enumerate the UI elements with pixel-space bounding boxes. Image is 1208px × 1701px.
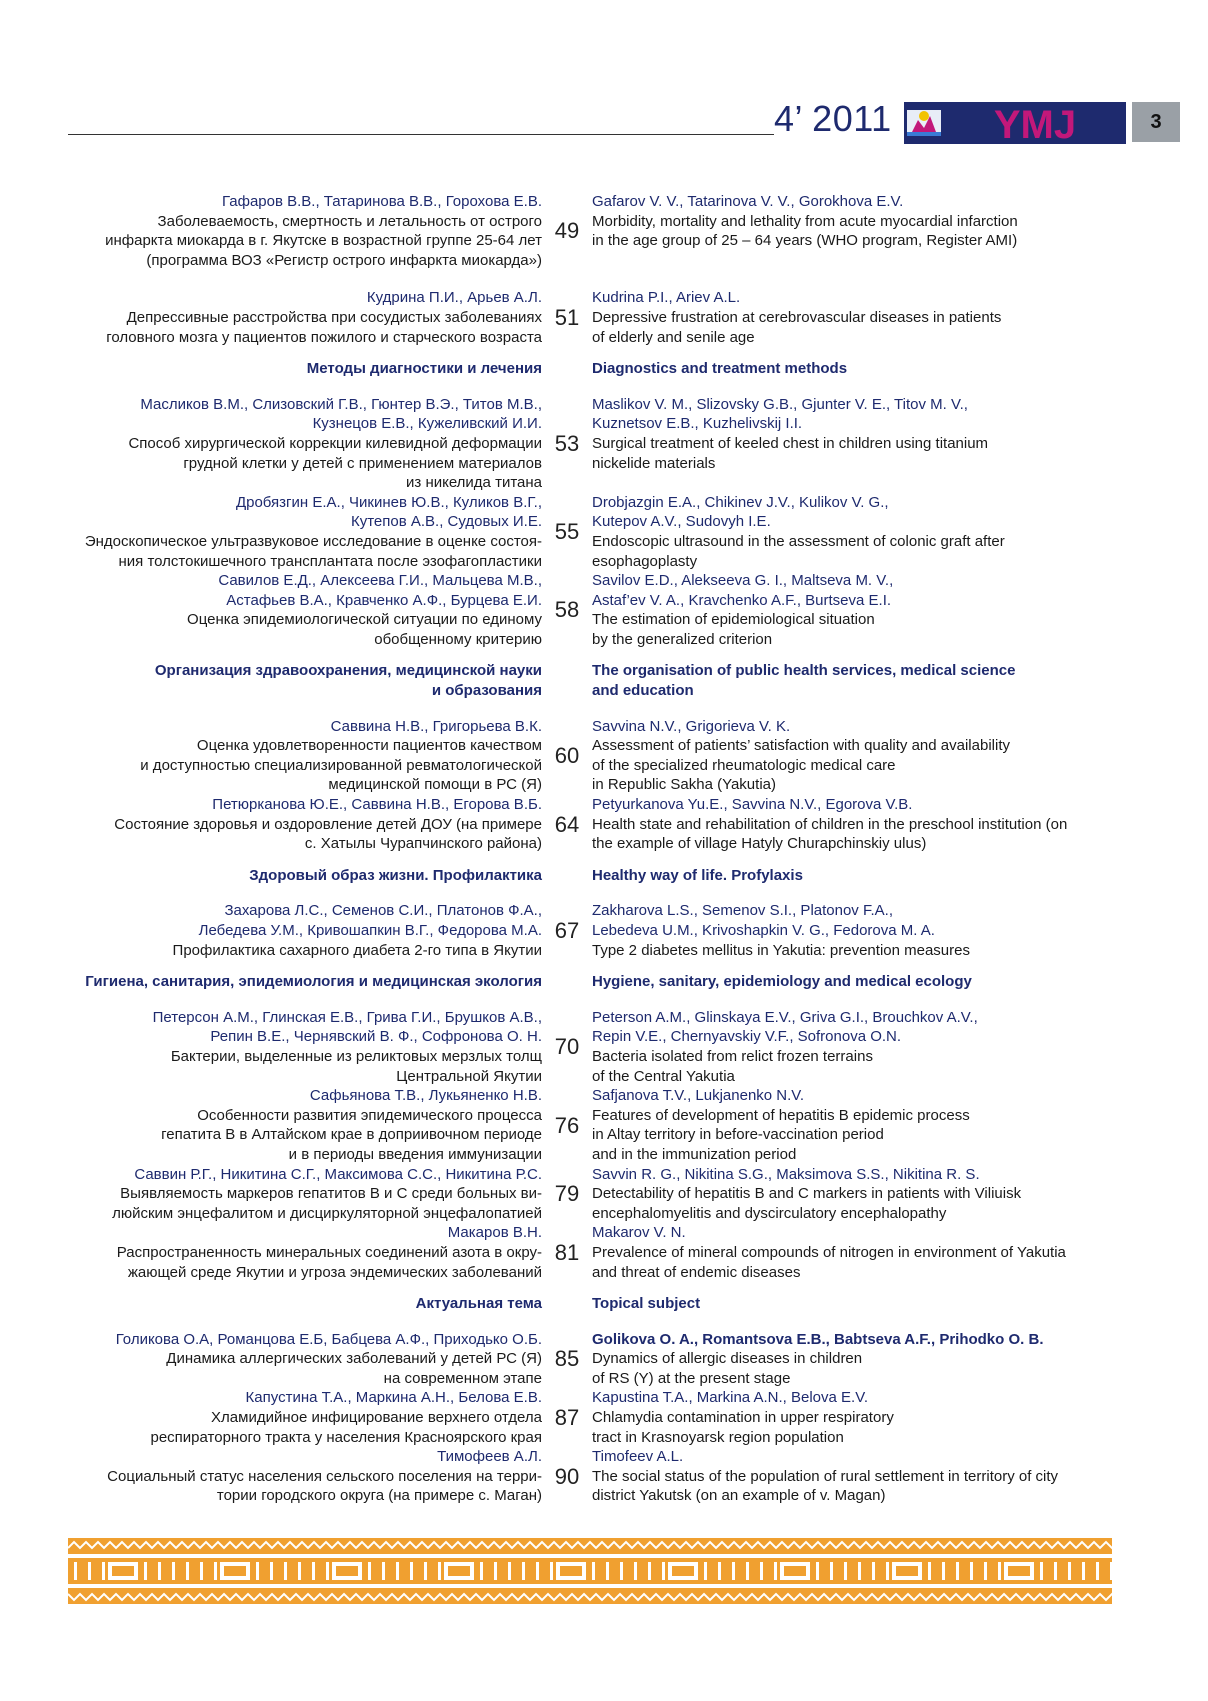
title-line: респираторного тракта у населения Красноярского края [150,1428,542,1446]
title-line: инфаркта миокарда в г. Якутске в возрастной группе 25-64 лет [105,232,542,250]
section-title-en [592,972,1112,992]
toc-entry [68,1223,1112,1282]
title-line: Features of development of hepatitis B epidemic process [592,1106,970,1124]
entry-ru [68,493,542,571]
title-line: of RS (Y) at the present stage [592,1369,791,1387]
title-line [592,473,1112,493]
issue-number: 4’ 2011 [774,98,892,139]
title-line: Diagnostics and treatment methods [592,360,848,378]
title-line: на современном этапе [383,1369,542,1387]
section-title-en [592,359,1112,379]
page-ref[interactable]: 90 [554,1463,580,1489]
section-heading [68,1294,1112,1314]
title-line: Endoscopic ultrasound in the assessment of colonic graft after [592,532,1005,550]
page-ref[interactable]: 51 [554,304,580,330]
entry-en [592,192,1112,270]
title-line: in the age group of 25 – 64 years (WHO program, Register AMI) [592,232,1018,250]
title-line: Surgical treatment of keeled chest in children using titanium [592,434,989,452]
entry-ru [68,1008,542,1086]
author-line: Timofeev A.L. [592,1448,684,1466]
title-line: the example of village Hatyly Churapchinskiy ulus) [592,835,927,853]
page-header [68,96,1162,146]
entry-ru [68,795,542,854]
title-line: by the generalized criterion [592,630,773,648]
toc-entry [68,1165,1112,1224]
title-line: in Altay territory in before-vaccination period [592,1126,884,1144]
title-line: The social status of the population of rural settlement in territory of city [592,1467,1059,1485]
title-line: Выявляемость маркеров гепатитов В и С среди больных ви- [120,1185,542,1203]
author-line: Astaf’ev V. A., Kravchenko A.F., Burtseva E.I. [592,591,892,609]
entry-en [592,1330,1112,1389]
page-ref[interactable]: 70 [554,1034,580,1060]
author-line: Сафьянова Т.В., Лукьяненко Н.В. [309,1087,542,1105]
entry-ru [68,1388,542,1447]
page-ref[interactable]: 53 [554,430,580,456]
title-line: тории городского округа (на примере с. Маган) [216,1487,542,1505]
author-line: Savvin R. G., Nikitina S.G., Maksimova S.S., Nikitina R. S. [592,1165,980,1183]
author-line: Lebedeva U.M., Krivoshapkin V. G., Fedorova M. A. [592,922,935,939]
title-line: encephalomyelitis and dyscirculatory encephalopathy [592,1204,947,1222]
section-title-en [592,1294,1112,1314]
title-line: Центральной Якутии [396,1067,542,1085]
title-line: esophagoplasty [592,552,698,570]
entry-ru [68,1165,542,1224]
page-ref[interactable]: 87 [554,1405,580,1431]
title-line: and in the immunization period [592,1145,797,1163]
author-line: Гафаров В.В., Татаринова В.В., Горохова Е.В. [222,193,542,210]
title-line: The organisation of public health services, medical science [592,662,1016,680]
title-line: медицинской помощи в РС (Я) [328,776,542,794]
title-line: Способ хирургической коррекции килевидной деформации [128,434,542,452]
author-line: Дробязгин Е.А., Чикинев Ю.В., Куликов В.Г., [235,493,542,511]
title-line: Healthy way of life. Profylaxis [592,866,803,884]
entry-en [592,795,1112,854]
section-heading [68,866,1112,886]
section-heading [68,972,1112,992]
entry-ru [68,717,542,795]
author-line: Астафьев В.А., Кравченко А.Ф., Бурцева Е.И. [226,591,542,609]
entry-en [592,1165,1112,1224]
toc-entry [68,571,1112,649]
entry-ru [68,901,542,960]
page-ref[interactable]: 58 [554,597,580,623]
toc-entry [68,395,1112,493]
author-line: Kuznetsov E.B., Kuzhelivskij I.I. [592,415,803,433]
entry-ru [68,288,542,347]
entry-ru [68,571,542,649]
entry-en [592,571,1112,649]
title-line [592,251,1112,271]
title-line: of the specialized rheumatologic medical care [592,756,896,774]
title-line: и доступностью специализированной ревматологической [140,756,542,774]
author-line: Golikova O. A., Romantsova E.B., Babtseva A.F., Prihodko O. B. [592,1330,1044,1348]
header-rule [68,134,774,135]
author-line: Safjanova T.V., Lukjanenko N.V. [592,1087,805,1105]
entry-en [592,1388,1112,1447]
entry-en [592,1086,1112,1164]
title-line: Type 2 diabetes mellitus in Yakutia: prevention measures [592,941,970,959]
section-title-ru [68,866,542,886]
entry-en [592,493,1112,571]
author-line: Кутепов А.В., Судовых И.Е. [350,513,542,531]
title-line: and threat of endemic diseases [592,1263,801,1281]
title-line: Особенности развития эпидемического процесса [197,1106,542,1124]
title-line: Dynamics of allergic diseases in children [592,1350,863,1368]
page-ref[interactable]: 76 [554,1112,580,1138]
title-line: обобщенному критерию [374,630,542,648]
section-title-en [592,866,1112,886]
title-line: tract in Krasnoyarsk region population [592,1428,844,1446]
entry-en [592,1223,1112,1282]
entry-en [592,395,1112,493]
title-line: Состояние здоровья и оздоровление детей ДОУ (на примере [114,815,542,833]
section-title-ru [68,972,542,992]
title-line: Detectability of hepatitis B and C markers in patients with Viliuisk [592,1185,1022,1203]
author-line: Савилов Е.Д., Алексеева Г.И., Мальцева М.В., [218,572,542,590]
title-line: Depressive frustration at cerebrovascular diseases in patients [592,308,1002,326]
section-title-en [592,661,1112,700]
author-line: Кузнецов Е.В., Кужеливский И.И. [312,415,542,433]
section-title-ru [68,1294,542,1314]
title-line: (программа ВОЗ «Регистр острого инфаркта миокарда») [146,251,542,269]
author-line: Drobjazgin E.A., Chikinev J.V., Kulikov V. G., [592,493,889,511]
page-ref[interactable]: 67 [554,918,580,943]
title-line: Оценка удовлетворенности пациентов качеством [196,737,542,755]
author-line: Kudrina P.I., Ariev A.L. [592,289,741,307]
title-line: Актуальная тема [415,1295,542,1313]
title-line: ния толстокишечного трансплантата после эзофагопластики [118,552,542,570]
entry-ru [68,1447,542,1506]
entry-ru [68,1330,542,1389]
title-line: Профилактика сахарного диабета 2-го типа в Якутии [172,941,542,959]
title-line: из никелида титана [406,474,542,492]
section-title-ru [68,359,542,379]
title-line: of the Central Yakutia [592,1067,735,1085]
author-line: Petyurkanova Yu.E., Savvina N.V., Egorova V.B. [592,796,913,814]
page-ref[interactable]: 49 [554,218,580,244]
entry-ru [68,192,542,270]
title-line: of elderly and senile age [592,328,755,346]
author-line: Петюрканова Ю.Е., Саввина Н.В., Егорова В.Б. [212,796,542,814]
author-line: Zakharova L.S., Semenov S.I., Platonov F.A., [592,902,893,920]
page-ref[interactable]: 64 [554,811,580,837]
author-line: Savvina N.V., Grigorieva V. K. [592,717,791,735]
toc-entry [68,288,1112,347]
title-line: district Yakutsk (on an example of v. Magan) [592,1487,886,1505]
author-line: Репин В.Е., Чернявский В. Ф., Софронова О. Н. [210,1028,542,1046]
author-line: Голикова О.А, Романцова Е.Б, Бабцева А.Ф., Приходько О.Б. [115,1330,542,1348]
title-line: грудной клетки у детей с применением материалов [183,454,542,472]
author-line: Саввин Р.Г., Никитина С.Г., Максимова С.С., Никитина Р.С. [134,1165,542,1183]
page-ref[interactable]: 85 [554,1346,580,1372]
title-line: Хламидийное инфицирование верхнего отдела [211,1409,542,1427]
author-line: Саввина Н.В., Григорьева В.К. [330,717,542,735]
section-heading [68,359,1112,379]
entry-en [592,717,1112,795]
toc-entry [68,1388,1112,1447]
title-line: and education [592,682,694,700]
title-line: Динамика аллергических заболеваний у детей РС (Я) [166,1350,542,1368]
title-line: Здоровый образ жизни. Профилактика [249,866,542,884]
entry-en [592,288,1112,347]
title-line: Morbidity, mortality and lethality from acute myocardial infarction [592,212,1018,230]
title-line: Hygiene, sanitary, epidemiology and medical ecology [592,973,972,991]
title-line: и в периоды введения иммунизации [288,1145,542,1163]
author-line: Repin V.E., Chernyavskiy V.F., Sofronova O.N. [592,1028,902,1046]
page-ref[interactable]: 81 [554,1239,580,1265]
title-line: люйским энцефалитом и дисциркуляторной энцефалопатией [112,1204,542,1222]
logo-text: YMJ [993,103,1077,144]
page-ref[interactable]: 55 [554,519,580,545]
title-line: жающей среде Якутии и угроза эндемических заболеваний [127,1263,542,1281]
author-line: Peterson A.M., Glinskaya E.V., Griva G.I., Brouchkov A.V., [592,1008,978,1026]
title-line: Bacteria isolated from relict frozen terrains [592,1047,873,1065]
section-title-ru [68,661,542,700]
author-line: Makarov V. N. [592,1224,686,1242]
title-line: Оценка эпидемиологической ситуации по единому [187,611,542,629]
title-line: Assessment of patients’ satisfaction with quality and availability [592,737,1010,755]
author-line: Maslikov V. M., Slizovsky G.B., Gjunter V. E., Titov M. V., [592,395,968,413]
title-line: Topical subject [592,1295,701,1313]
toc-entry [68,717,1112,795]
title-line: Prevalence of mineral compounds of nitrogen in environment of Yakutia [592,1243,1066,1261]
entry-ru [68,1223,542,1282]
toc-entry [68,901,1112,960]
author-line: Лебедева У.М., Кривошапкин В.Г., Федорова М.А. [198,922,542,939]
title-line: Chlamydia contamination in upper respiratory [592,1409,894,1427]
author-line: Тимофеев А.Л. [437,1448,542,1466]
title-line: Эндоскопическое ультразвуковое исследование в оценке состоя- [84,532,542,550]
author-line: Капустина Т.А., Маркина А.Н., Белова Е.В. [245,1389,542,1407]
entry-ru [68,1086,542,1164]
title-line: с. Хатылы Чурапчинского района) [304,835,542,853]
title-line: головного мозга у пациентов пожилого и старческого возраста [106,328,542,346]
toc-entry [68,795,1112,854]
toc-entry [68,1086,1112,1164]
author-line: Gafarov V. V., Tatarinova V. V., Gorokhova E.V. [592,193,904,210]
title-line: и образования [431,682,542,700]
toc-entry [68,1008,1112,1086]
author-line: Масликов В.М., Слизовский Г.В., Гюнтер В.Э., Титов М.В., [140,395,542,413]
toc-entry [68,1330,1112,1389]
author-line: Кудрина П.И., Арьев А.Л. [366,289,542,307]
toc-entry [68,192,1112,270]
author-line: Kutepov A.V., Sudovyh I.E. [592,513,771,531]
table-of-contents [68,192,1112,1506]
author-line: Kapustina T.A., Markina A.N., Belova E.V. [592,1389,868,1407]
title-line: Распространенность минеральных соединений азота в окру- [116,1243,542,1261]
page-number: 3 [1132,102,1180,142]
title-line: Депрессивные расстройства при сосудистых заболеваниях [126,308,542,326]
title-line: nickelide materials [592,454,716,472]
page-ref[interactable]: 60 [554,743,580,769]
toc-entry [68,1447,1112,1506]
title-line: in Republic Sakha (Yakutia) [592,776,776,794]
title-line: Организация здравоохранения, медицинской науки [154,662,542,680]
author-line: Захарова Л.С., Семенов С.И., Платонов Ф.А., [224,902,542,920]
title-line: Методы диагностики и лечения [306,360,542,378]
section-heading [68,661,1112,700]
author-line: Макаров В.Н. [447,1224,542,1242]
author-line: Savilov E.D., Alekseeva G. I., Maltseva M. V., [592,572,894,590]
page-ref[interactable]: 79 [554,1181,580,1207]
entry-en [592,901,1112,960]
title-line: Социальный статус населения сельского поселения на терри- [107,1467,542,1485]
title-line: Гигиена, санитария, эпидемиология и медицинская экология [85,973,542,991]
toc-entry [68,493,1112,571]
entry-en [592,1447,1112,1506]
title-line: Health state and rehabilitation of children in the preschool institution (on [592,815,1068,833]
title-line: Бактерии, выделенные из реликтовых мерзлых толщ [170,1047,542,1065]
title-line: Заболеваемость, смертность и летальность от острого [157,212,542,230]
footer-ornament [68,1538,1112,1604]
title-line: The estimation of epidemiological situation [592,611,875,629]
entry-ru [68,395,542,493]
author-line: Петерсон А.М., Глинская Е.В., Грива Г.И., Брушков А.В., [152,1008,542,1026]
journal-logo [904,102,1126,144]
title-line: гепатита В в Алтайском крае в доприивочном периоде [161,1126,542,1144]
entry-en [592,1008,1112,1086]
